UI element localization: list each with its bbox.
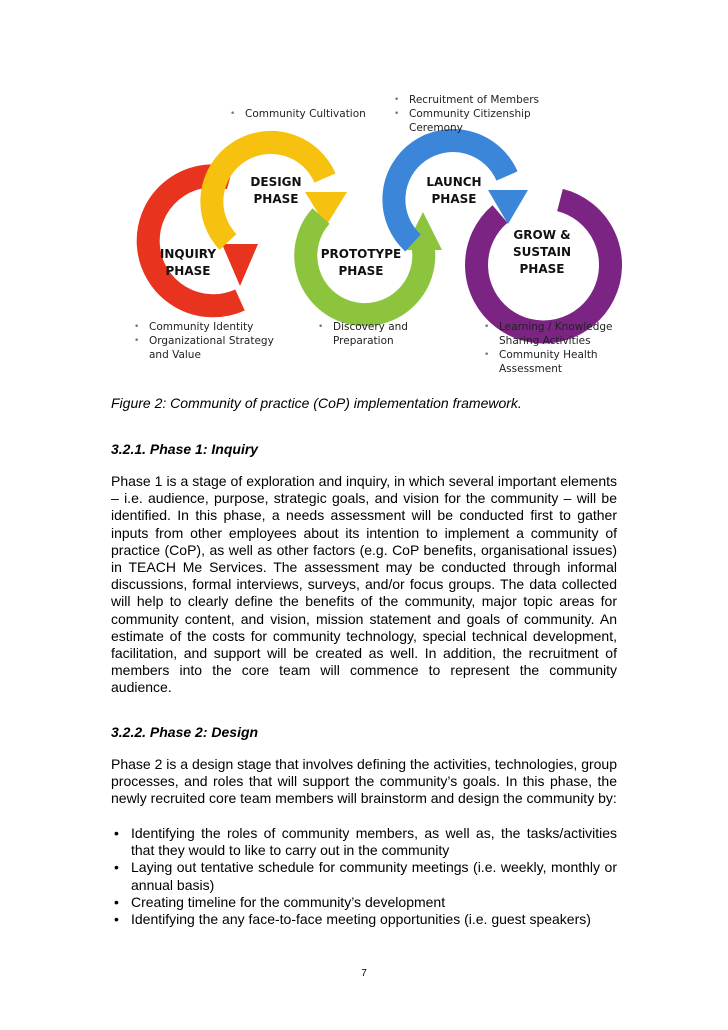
list-item: • Laying out tentative schedule for community meetings (i.e. weekly, monthly or annual basis) <box>111 859 617 893</box>
design-phase-label: DESIGN PHASE <box>250 175 302 206</box>
list-item: • Creating timeline for the community’s development <box>111 894 617 911</box>
design-activity-list <box>111 825 617 928</box>
design-bullets: • Community Cultivation <box>228 107 388 121</box>
section-heading-design: 3.2.2. Phase 2: Design <box>111 724 259 740</box>
grow-bullets: • Learning / Knowledge Sharing Activities • Community Health Assessment <box>482 320 632 376</box>
prototype-bullets: • Discovery and Preparation <box>316 320 426 348</box>
page-number: 7 <box>361 968 367 979</box>
prototype-phase-label: PROTOTYPE PHASE <box>320 247 402 278</box>
list-item: • Identifying the any face-to-face meeting opportunities (i.e. guest speakers) <box>111 911 617 928</box>
section-heading-inquiry: 3.2.1. Phase 1: Inquiry <box>111 441 259 457</box>
launch-bullets: • Recruitment of Members • Community Citizenship Ceremony <box>392 93 552 135</box>
list-item: • Identifying the roles of community members, as well as, the tasks/activities that they would to like to carry out in the community <box>111 825 617 859</box>
section-body-inquiry: Phase 1 is a stage of exploration and inquiry, in which several important elements – i.e. audience, purpose, strategic goals, and vision for the community – will be identified. In this phase, a needs assessment will be conducted first to gather inputs from other employees about its intention to implement a community of practice (CoP), as well as other factors (e.g. CoP benefits, organisational issues) in TEACH Me Services. The assessment may be conducted through informal discussions, formal interviews, surveys, and/or focus groups. The data collected will help to clearly define the benefits of the community, major topic areas for community content, and vision, mission statement and goals of community. An estimate of the costs for community technology, special technical development, facilitation, and support will be created as well. In addition, the recruitment of members into the core team will commence to represent the community audience. <box>111 473 617 696</box>
figure-caption: Figure 2: Community of practice (CoP) implementation framework. <box>111 395 522 411</box>
inquiry-phase-label: INQUIRY PHASE <box>159 247 217 278</box>
grow-phase-label: GROW & SUSTAIN PHASE <box>512 228 572 276</box>
section-body-design: Phase 2 is a design stage that involves defining the activities, technologies, group processes, and roles that will support the community’s goals. In this phase, the newly recruited core team members will brainstorm and design the community by: <box>111 756 617 807</box>
launch-phase-label: LAUNCH PHASE <box>426 175 482 206</box>
inquiry-bullets: • Community Identity • Organizational Strategy and Value <box>132 320 282 362</box>
